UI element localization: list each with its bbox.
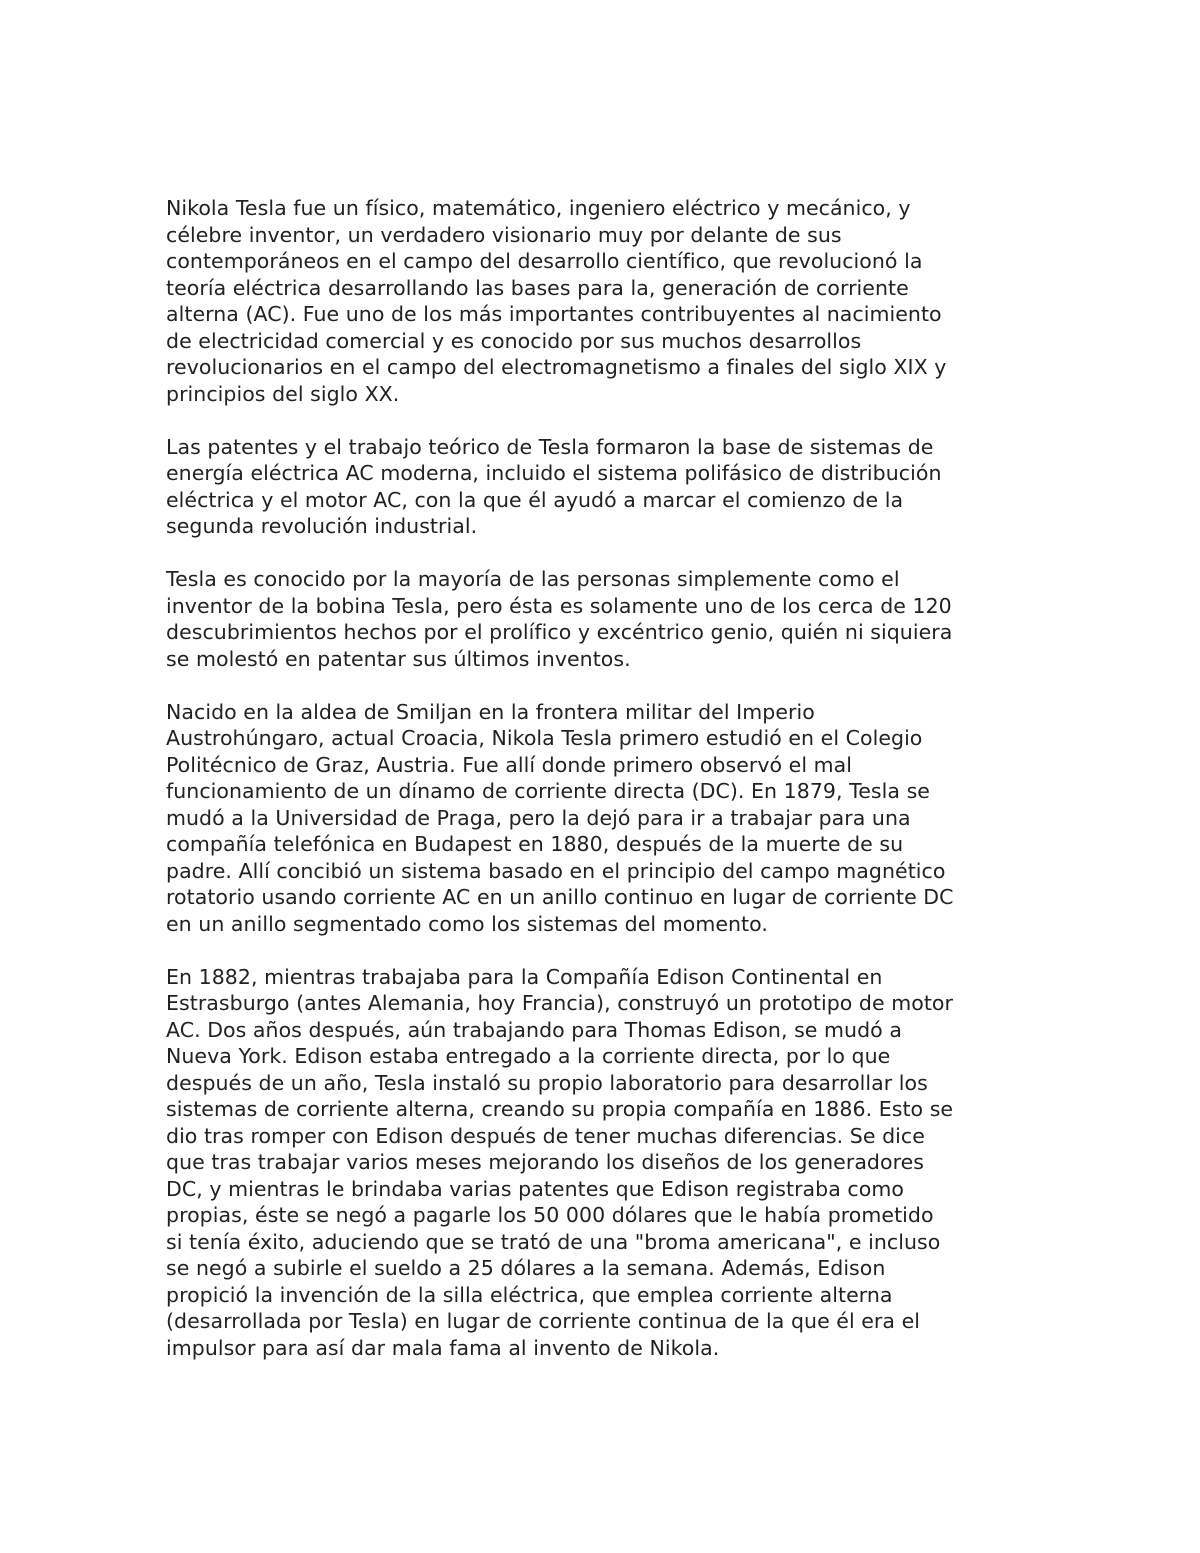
paragraph-3: Tesla es conocido por la mayoría de las personas simplemente como el inventor de la bobina Tesla, pero ésta es solamente uno de los cerca de 120 descubrimientos hechos por el prolífico y excéntrico genio, quién ni siquiera se molestó en patentar sus últimos inventos. — [166, 567, 953, 671]
document-body — [166, 195, 1046, 1388]
paragraph-2: Las patentes y el trabajo teórico de Tesla formaron la base de sistemas de energía eléctrica AC moderna, incluido el sistema polifásico de distribución eléctrica y el motor AC, con la que él ayudó a marcar el comienzo de la segunda revolución industrial. — [166, 434, 942, 538]
paragraph-4: Nacido en la aldea de Smiljan en la frontera militar del Imperio Austrohúngaro, actual Croacia, Nikola Tesla primero estudió en el Colegio Politécnico de Graz, Austria. Fue allí donde primero observó el mal funcionamiento de un dínamo de corriente directa (DC). En 1879, Tesla se mudó a la Universidad de Praga, pero la dejó para ir a trabajar para una compañía telefónica en Budapest en 1880, después de la muerte de su padre. Allí concibió un sistema basado en el principio del campo magnético rotatorio usando corriente AC en un anillo continuo en lugar de corriente DC en un anillo segmentado como los sistemas del momento. — [166, 699, 954, 936]
paragraph-1: Nikola Tesla fue un físico, matemático, ingeniero eléctrico y mecánico, y célebre inventor, un verdadero visionario muy por delante de sus contemporáneos en el campo del desarrollo científico, que revolucionó la teoría eléctrica desarrollando las bases para la, generación de corriente alterna (AC). Fue uno de los más importantes contribuyentes al nacimiento de electricidad comercial y es conocido por sus muchos desarrollos revolucionarios en el campo del electromagnetismo a finales del siglo XIX y principios del siglo XX. — [166, 196, 947, 406]
paragraph-5: En 1882, mientras trabajaba para la Compañía Edison Continental en Estrasburgo (antes Alemania, hoy Francia), construyó un prototipo de motor AC. Dos años después, aún trabajando para Thomas Edison, se mudó a Nueva York. Edison estaba entregado a la corriente directa, por lo que después de un año, Tesla instaló su propio laboratorio para desarrollar los sistemas de corriente alterna, creando su propia compañía en 1886. Esto se dio tras romper con Edison después de tener muchas diferencias. Se dice que tras trabajar varios meses mejorando los diseños de los generadores DC, y mientras le brindaba varias patentes que Edison registraba como propias, éste se negó a pagarle los 50 000 dólares que le había prometido si tenía éxito, aduciendo que se trató de una "broma americana", e incluso se negó a subirle el sueldo a 25 dólares a la semana. Además, Edison propició la invención de la silla eléctrica, que emplea corriente alterna (desarrollada por Tesla) en lugar de corriente continua de la que él era el impulsor para así dar mala fama al invento de Nikola. — [166, 964, 954, 1360]
